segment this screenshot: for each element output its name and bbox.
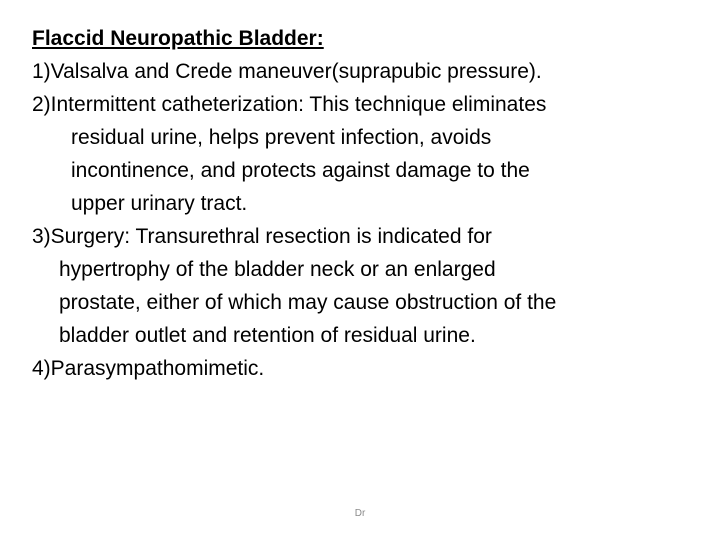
item-2-line-1: 2)Intermittent catheterization: This technique eliminates bbox=[32, 93, 547, 116]
item-3-line-1: 3)Surgery: Transurethral resection is indicated for bbox=[32, 225, 492, 248]
list-item-3 bbox=[32, 220, 692, 352]
list-item-2 bbox=[32, 88, 692, 220]
item-2-line-4: upper urinary tract. bbox=[71, 192, 248, 215]
item-3-line-2: hypertrophy of the bladder neck or an enlarged bbox=[59, 258, 496, 281]
list-item-1 bbox=[32, 55, 692, 88]
item-3-line-3: prostate, either of which may cause obstruction of the bbox=[59, 291, 557, 314]
item-3-line-4: bladder outlet and retention of residual urine. bbox=[59, 324, 476, 347]
item-1-line-1: 1)Valsalva and Crede maneuver(suprapubic pressure). bbox=[32, 60, 542, 83]
item-2-line-3: incontinence, and protects against damage to the bbox=[71, 159, 530, 182]
slide-heading: Flaccid Neuropathic Bladder: bbox=[32, 27, 324, 50]
item-2-line-2: residual urine, helps prevent infection, avoids bbox=[71, 126, 492, 149]
list-item-4 bbox=[32, 352, 692, 385]
item-4-line-1: 4)Parasympathomimetic. bbox=[32, 357, 265, 380]
slide-footer: Dr bbox=[354, 508, 366, 519]
slide-content bbox=[32, 22, 692, 385]
